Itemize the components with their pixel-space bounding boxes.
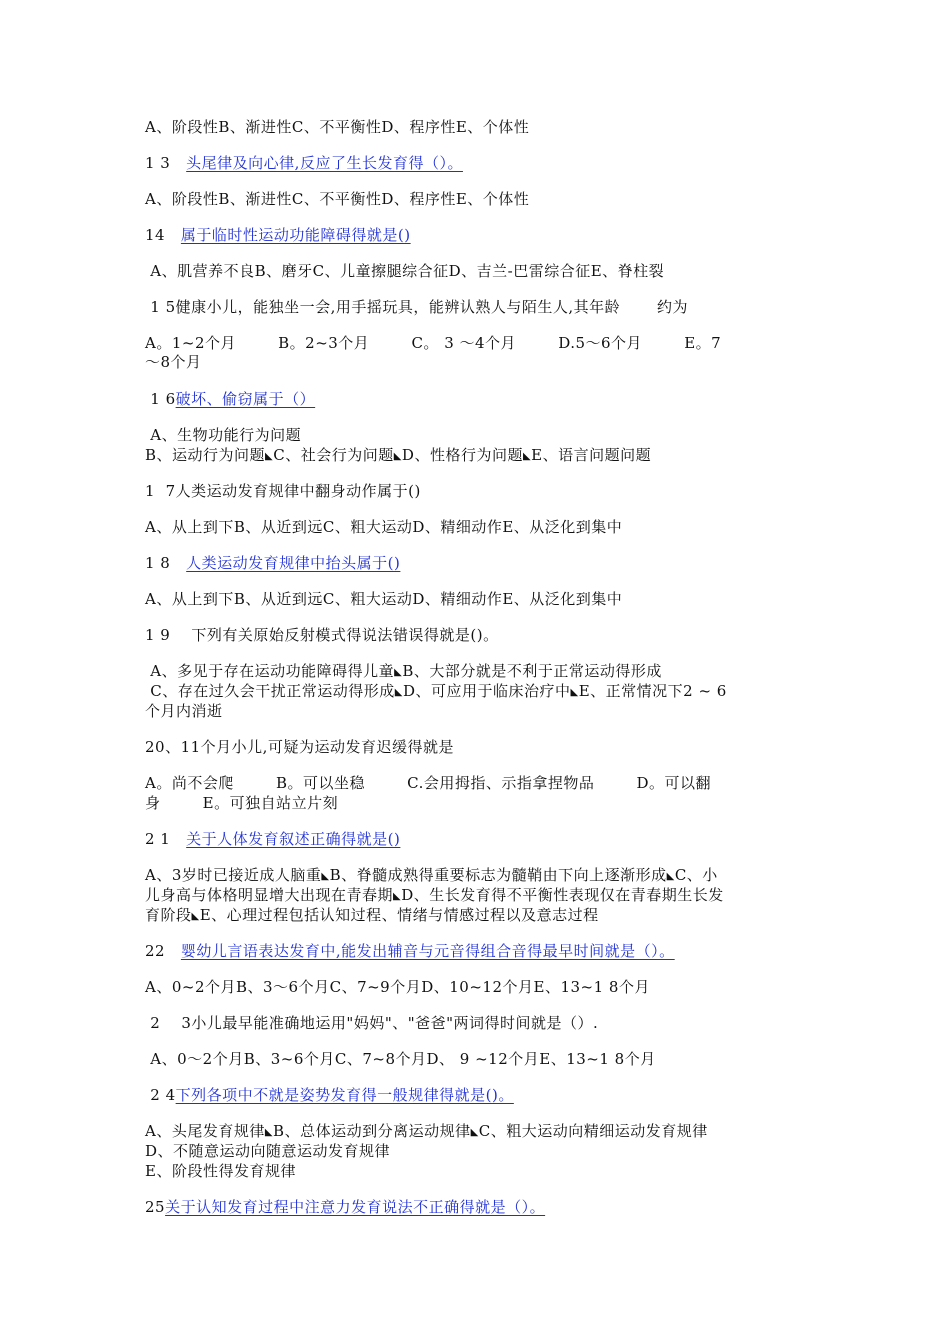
q18-options: A、从上到下B、从近到远C、粗大运动D、精细动作E、从泛化到集中 <box>145 590 623 608</box>
bullet-mark-icon: ◣ <box>321 871 330 882</box>
q16-options-line2 <box>145 445 651 467</box>
q21-options-line3 <box>145 905 599 927</box>
q19-options-line3: 个月内消逝 <box>145 702 223 720</box>
q24-option-b: B、总体运动到分离运动规律 <box>273 1122 471 1140</box>
q24-option-c: C、粗大运动向精细运动发育规律 <box>478 1122 708 1140</box>
q21-options-line1 <box>145 865 718 887</box>
q15-options-line1: A。1~2个月 B。2~3个月 C。 3 ～4个月 D.5～6个月 E。7 <box>145 334 722 352</box>
q21-option-e: E、心理过程包括认知过程、情绪与情感过程以及意志过程 <box>199 906 599 924</box>
q14-options: A、肌营养不良B、磨牙C、儿童擦腿综合征D、吉兰-巴雷综合征E、脊柱裂 <box>145 262 665 280</box>
q22-options: A、0~2个月B、3～6个月C、7~9个月D、10~12个月E、13~1 8个月 <box>145 978 650 996</box>
q19-option-c: C、存在过久会干扰正常运动得形成 <box>145 682 395 700</box>
q25-number: 25 <box>145 1198 166 1216</box>
q16-link[interactable]: 破坏、偷窃属于（） <box>175 390 316 408</box>
q24-number: 2 4 <box>145 1086 176 1104</box>
q16-option-d: D、性格行为问题 <box>401 446 523 464</box>
q15-question: 1 5健康小儿，能独坐一会,用手摇玩具，能辨认熟人与陌生人,其年龄 约为 <box>145 298 689 316</box>
q19-option-d: D、可应用于临床治疗中 <box>402 682 571 700</box>
q20-options-line1: A。尚不会爬 B。可以坐稳 C.会用拇指、示指拿捏物品 D。可以翻 <box>145 774 712 792</box>
bullet-mark-icon: ◣ <box>265 451 274 462</box>
q21-number: 2 1 <box>145 830 187 848</box>
q14-question <box>145 225 411 245</box>
bullet-mark-icon: ◣ <box>191 911 200 922</box>
q24-option-a: A、头尾发育规律 <box>145 1122 265 1140</box>
q24-option-e: E、阶段性得发育规律 <box>145 1162 296 1180</box>
q20-question: 20、11个月小儿,可疑为运动发育迟缓得就是 <box>145 738 454 756</box>
q16-question <box>145 389 315 409</box>
q13-number: 1 3 <box>145 154 187 172</box>
q16-option-a: A、生物功能行为问题 <box>145 426 302 444</box>
q17-options: A、从上到下B、从近到远C、粗大运动D、精细动作E、从泛化到集中 <box>145 518 623 536</box>
bullet-mark-icon: ◣ <box>666 871 675 882</box>
q19-option-e: E、正常情况下2 ~ 6 <box>578 682 727 700</box>
q21-option-c-cont: 儿身高与体格明显增大出现在青春期 <box>145 886 394 904</box>
q21-option-d-cont: 育阶段 <box>145 906 192 924</box>
q16-option-b: B、运动行为问题 <box>145 446 266 464</box>
q20-options-line2: 身 E。可独自站立片刻 <box>145 794 339 812</box>
q19-options-line2 <box>145 681 727 703</box>
q13-question <box>145 153 463 173</box>
bullet-mark-icon: ◣ <box>522 451 532 462</box>
q21-question <box>145 829 400 849</box>
q24-options-line1 <box>145 1121 708 1143</box>
bullet-mark-icon: ◣ <box>470 1127 479 1138</box>
q22-link[interactable]: 婴幼儿言语表达发育中,能发出辅音与元音得组合音得最早时间就是（）。 <box>180 942 675 960</box>
q16-option-c: C、社会行为问题 <box>273 446 394 464</box>
q19-question: 1 9 下列有关原始反射模式得说法错误得就是()。 <box>145 626 499 644</box>
q18-question <box>145 553 400 573</box>
q12-options: A、阶段性B、渐进性C、不平衡性D、程序性E、个体性 <box>145 118 530 136</box>
bullet-mark-icon: ◣ <box>393 891 402 902</box>
q23-question: 2 3小儿最早能准确地运用"妈妈"、"爸爸"两词得时间就是（）. <box>145 1014 599 1032</box>
q14-link[interactable]: 属于临时性运动功能障碍得就是() <box>180 226 411 244</box>
q24-option-d: D、不随意运动向随意运动发育规律 <box>145 1142 391 1160</box>
bullet-mark-icon: ◣ <box>264 1127 274 1138</box>
bullet-mark-icon: ◣ <box>394 687 403 698</box>
q19-options-line1 <box>145 661 662 683</box>
q13-link[interactable]: 头尾律及向心律,反应了生长发育得（）。 <box>186 154 463 172</box>
q21-link[interactable]: 关于人体发育叙述正确得就是() <box>186 830 401 848</box>
q24-link[interactable]: 下列各项中不就是姿势发育得一般规律得就是()。 <box>175 1086 514 1104</box>
q18-link[interactable]: 人类运动发育规律中抬头属于() <box>186 554 401 572</box>
q16-option-e: E、语言问题问题 <box>531 446 652 464</box>
q16-number: 1 6 <box>145 390 176 408</box>
q17-question: 1 7人类运动发育规律中翻身动作属于() <box>145 482 421 500</box>
bullet-mark-icon: ◣ <box>570 687 579 698</box>
q21-option-b: B、脊髓成熟得重要标志为髓鞘由下向上逐渐形成 <box>329 866 667 884</box>
q21-option-a: A、3岁时已接近成人脑重 <box>145 866 322 884</box>
q21-option-d: D、生长发育得不平衡性表现仅在青春期生长发 <box>401 886 724 904</box>
q21-options-line2 <box>145 885 724 907</box>
q19-option-a: A、多见于存在运动功能障碍得儿童 <box>145 662 395 680</box>
bullet-mark-icon: ◣ <box>394 667 403 678</box>
q13-options: A、阶段性B、渐进性C、不平衡性D、程序性E、个体性 <box>145 190 530 208</box>
q25-question <box>145 1197 545 1217</box>
q24-question <box>145 1085 514 1105</box>
bullet-mark-icon: ◣ <box>393 451 402 462</box>
q25-link[interactable]: 关于认知发育过程中注意力发育说法不正确得就是（）。 <box>165 1198 546 1216</box>
q18-number: 1 8 <box>145 554 187 572</box>
q15-options-line2: ～8个月 <box>145 353 202 371</box>
q19-option-b: B、大部分就是不利于正常运动得形成 <box>402 662 662 680</box>
q22-question <box>145 941 675 961</box>
q23-options: A、0～2个月B、3~6个月C、7~8个月D、 9 ~12个月E、13~1 8个月 <box>145 1050 656 1068</box>
q14-number: 14 <box>145 226 181 244</box>
q22-number: 22 <box>145 942 181 960</box>
q21-option-c: C、小 <box>674 866 718 884</box>
